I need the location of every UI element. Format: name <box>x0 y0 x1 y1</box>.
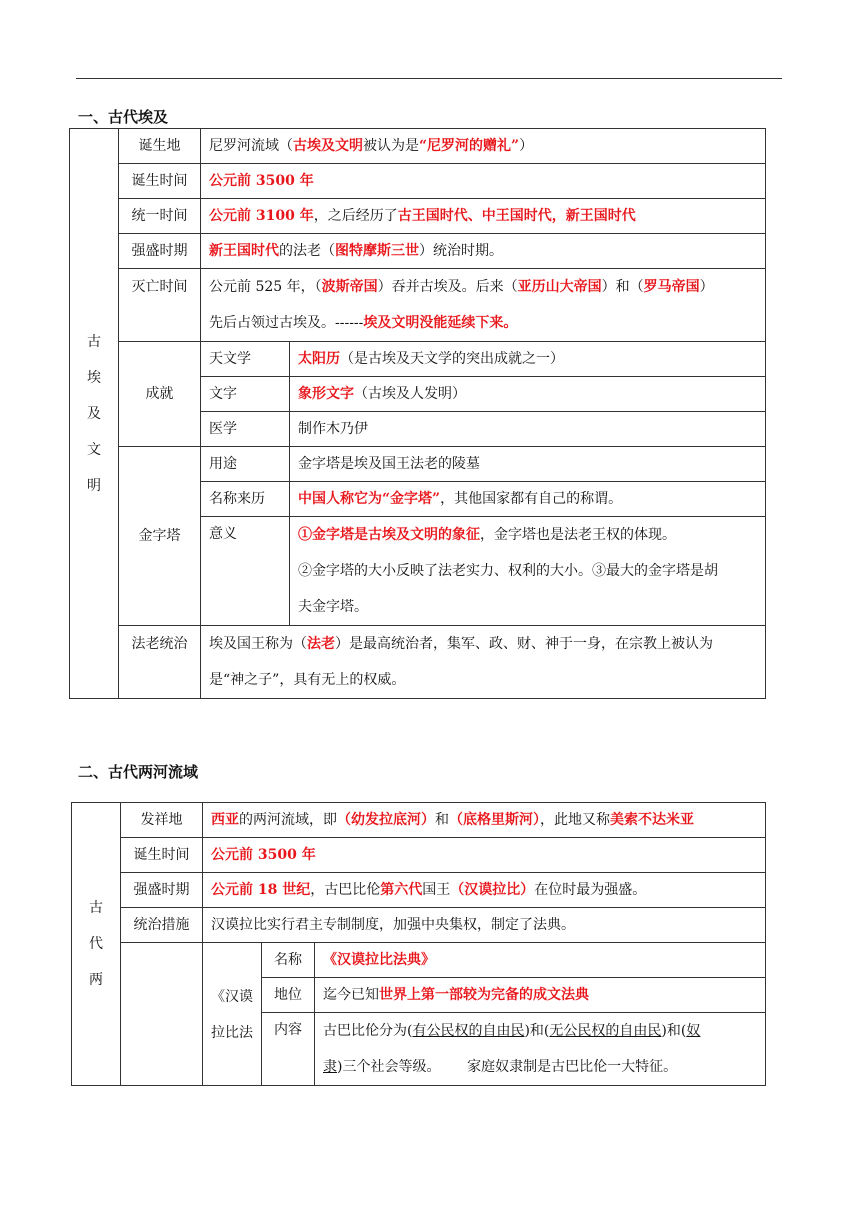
value-pharaoh: 埃及国王称为（法老）是最高统治者，集军、政、财、神于一身，在宗教上被认为 是“神之子”，具有无上的权威。 <box>201 626 766 699</box>
label-fall: 灭亡时间 <box>119 269 201 342</box>
sub-pyramid-meaning: 意义 <box>201 517 290 626</box>
blank-cell <box>121 943 203 1086</box>
sub-pyramid-name: 名称来历 <box>201 482 290 517</box>
value-meso-peak: 公元前 18 世纪，古巴比伦第六代国王（汉谟拉比）在位时最为强盛。 <box>203 873 766 908</box>
egypt-table <box>69 128 766 699</box>
value-astronomy: 太阳历（是古埃及天文学的突出成就之一） <box>290 342 766 377</box>
row-pyramid-use <box>70 447 766 482</box>
label-meso-birth-time: 诞生时间 <box>121 838 203 873</box>
label-unify-time: 统一时间 <box>119 199 201 234</box>
row-fall <box>70 269 766 342</box>
value-pyramid-use: 金字塔是埃及国王法老的陵墓 <box>290 447 766 482</box>
sub-writing: 文字 <box>201 377 290 412</box>
row-origin <box>72 803 766 838</box>
row-code-name <box>72 943 766 978</box>
egypt-civ-label: 古 埃 及 文 明 <box>70 129 119 699</box>
value-meso-birth-time: 公元前 3500 年 <box>203 838 766 873</box>
label-code: 《汉谟 拉比法 <box>203 943 262 1086</box>
section2-title: 二、古代两河流域 <box>78 763 199 781</box>
row-pharaoh <box>70 626 766 699</box>
sub-code-content: 内容 <box>262 1013 315 1086</box>
label-measures: 统治措施 <box>121 908 203 943</box>
row-peak <box>70 234 766 269</box>
value-peak: 新王国时代的法老（图特摩斯三世）统治时期。 <box>201 234 766 269</box>
row-measures <box>72 908 766 943</box>
value-code-content: 古巴比伦分为(有公民权的自由民)和(无公民权的自由民)和(奴 隶)三个社会等级。 家庭奴隶制是古巴比伦一大特征。 <box>315 1013 766 1086</box>
sub-medicine: 医学 <box>201 412 290 447</box>
label-peak: 强盛时期 <box>119 234 201 269</box>
label-meso-peak: 强盛时期 <box>121 873 203 908</box>
value-medicine: 制作木乃伊 <box>290 412 766 447</box>
value-unify-time: 公元前 3100 年，之后经历了古王国时代、中王国时代，新王国时代 <box>201 199 766 234</box>
label-birth-time: 诞生时间 <box>119 164 201 199</box>
mesopotamia-table <box>71 802 766 1086</box>
value-measures: 汉谟拉比实行君主专制制度，加强中央集权，制定了法典。 <box>203 908 766 943</box>
row-unify-time <box>70 199 766 234</box>
value-pyramid-meaning: ①金字塔是古埃及文明的象征，金字塔也是法老王权的体现。 ②金字塔的大小反映了法老实力、权利的大小。③最大的金字塔是胡 夫金字塔。 <box>290 517 766 626</box>
value-birthplace: 尼罗河流域（古埃及文明被认为是“尼罗河的赠礼”） <box>201 129 766 164</box>
sub-astronomy: 天文学 <box>201 342 290 377</box>
label-achievements: 成就 <box>119 342 201 447</box>
meso-civ-label: 古 代 两 <box>72 803 121 1086</box>
sub-code-status: 地位 <box>262 978 315 1013</box>
label-pyramid: 金字塔 <box>119 447 201 626</box>
row-birth-time <box>70 164 766 199</box>
label-origin: 发祥地 <box>121 803 203 838</box>
row-meso-peak <box>72 873 766 908</box>
value-code-name: 《汉谟拉比法典》 <box>315 943 766 978</box>
value-birth-time: 公元前 3500 年 <box>201 164 766 199</box>
sub-code-name: 名称 <box>262 943 315 978</box>
value-code-status: 迄今已知世界上第一部较为完备的成文法典 <box>315 978 766 1013</box>
row-astronomy <box>70 342 766 377</box>
label-pharaoh: 法老统治 <box>119 626 201 699</box>
value-fall: 公元前 525 年，（波斯帝国）吞并古埃及。后来（亚历山大帝国）和（罗马帝国） 先后占领过古埃及。------埃及文明没能延续下来。 <box>201 269 766 342</box>
row-meso-birth-time <box>72 838 766 873</box>
value-writing: 象形文字（古埃及人发明） <box>290 377 766 412</box>
sub-pyramid-use: 用途 <box>201 447 290 482</box>
label-birthplace: 诞生地 <box>119 129 201 164</box>
section1-title: 一、古代埃及 <box>78 108 169 126</box>
top-rule <box>76 78 782 79</box>
value-pyramid-name: 中国人称它为“金字塔”，其他国家都有自己的称谓。 <box>290 482 766 517</box>
value-origin: 西亚的两河流域，即（幼发拉底河）和（底格里斯河），此地又称美索不达米亚 <box>203 803 766 838</box>
row-birthplace <box>70 129 766 164</box>
